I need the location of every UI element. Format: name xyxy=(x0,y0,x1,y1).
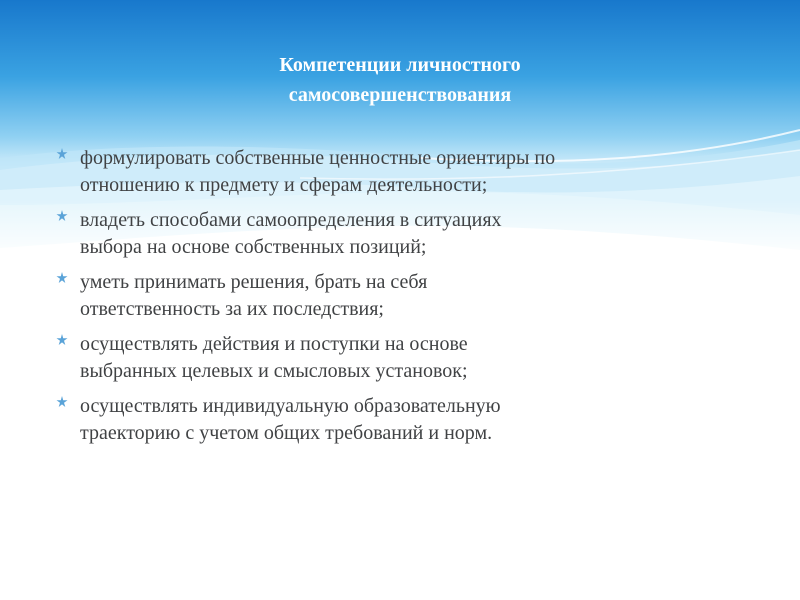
star-bullet-icon xyxy=(55,333,69,347)
competency-list xyxy=(55,145,755,455)
list-item-line: формулировать собственные ценностные ориентиры по xyxy=(80,147,556,169)
list-item xyxy=(55,331,755,385)
list-item xyxy=(55,145,755,199)
list-item-line: отношению к предмету и сферам деятельности; xyxy=(80,174,488,196)
list-item-line: уметь принимать решения, брать на себя xyxy=(80,271,428,293)
slide-title-line-2: самосовершенствования xyxy=(288,84,512,106)
star-bullet-icon xyxy=(55,147,69,161)
list-item-line: владеть способами самоопределения в ситуациях xyxy=(80,209,502,231)
list-item-line: осуществлять действия и поступки на основе xyxy=(80,333,468,355)
slide-title xyxy=(150,50,650,110)
list-item xyxy=(55,207,755,261)
slide-title-line-1: Компетенции личностного xyxy=(279,54,521,76)
star-bullet-icon xyxy=(55,395,69,409)
list-item xyxy=(55,393,755,447)
list-item-line: осуществлять индивидуальную образовательную xyxy=(80,395,501,417)
list-item xyxy=(55,269,755,323)
list-item-line: ответственность за их последствия; xyxy=(80,298,384,320)
star-bullet-icon xyxy=(55,271,69,285)
list-item-line: траекторию с учетом общих требований и норм. xyxy=(80,422,493,444)
list-item-line: выбранных целевых и смысловых установок; xyxy=(80,360,468,382)
list-item-line: выбора на основе собственных позиций; xyxy=(80,236,427,258)
star-bullet-icon xyxy=(55,209,69,223)
